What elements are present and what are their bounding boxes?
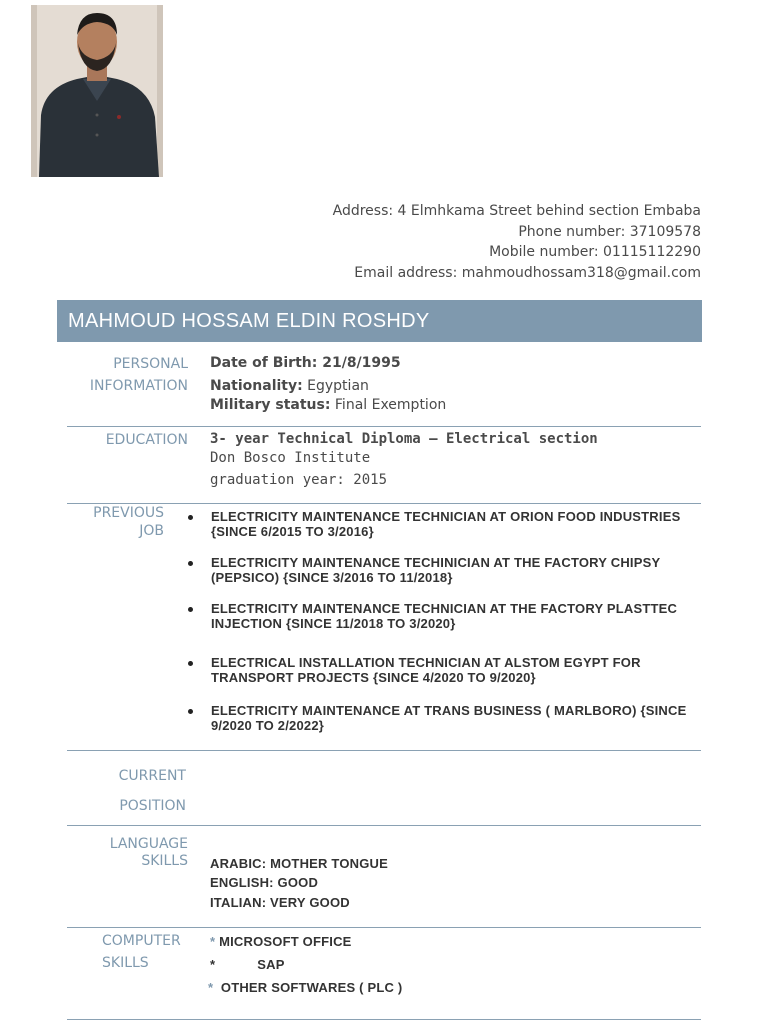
profile-photo [31,5,163,177]
computer-skill-text: MICROSOFT OFFICE [219,934,352,949]
computer-skill-text: OTHER SOFTWARES ( PLC ) [220,980,403,995]
current-position-label-line1: CURRENT [118,768,186,784]
previous-job-label-line1: PREVIOUS [93,505,164,521]
bullet-icon [188,607,193,612]
language-item: ITALIAN: VERY GOOD [210,895,350,910]
phone-line: Phone number: 37109578 [518,223,701,240]
address-line: Address: 4 Elmhkama Street behind section Embaba [332,203,701,219]
military-status [210,397,446,413]
current-position-label [119,761,186,821]
job-text: ELECTRICITY MAINTENANCE TECHNICIAN AT THE FACTORY PLASTTEC INJECTION {SINCE 11/2018 TO 3/2020} [211,601,678,631]
computer-skill-text: SAP [257,957,285,972]
previous-job-label-line2: JOB [139,523,164,539]
language-label-line2: SKILLS [141,853,188,869]
list-item [186,601,701,631]
section-divider [67,426,701,427]
asterisk-icon: * [210,934,216,949]
education-label: EDUCATION [105,432,188,448]
contact-block [333,201,701,283]
computer-skills-label [102,930,190,974]
section-divider [67,825,701,826]
bullet-icon [188,661,193,666]
graduation-year: graduation year: 2015 [210,472,388,488]
nationality [210,378,369,394]
job-text: ELECTRICITY MAINTENANCE TECHINICIAN AT THE FACTORY CHIPSY (PEPSICO) {SINCE 3/2016 TO 11/2018} [211,555,661,585]
military-value: Final Exemption [334,397,447,413]
person-portrait-icon [31,5,163,177]
bullet-icon [188,561,193,566]
current-position-label-line2: POSITION [119,798,186,814]
list-item [186,703,701,733]
personal-label-line1: PERSONAL [113,356,188,372]
education-degree: 3- year Technical Diploma – Electrical section [210,431,598,447]
computer-skill-item [208,980,402,995]
name-header: MAHMOUD HOSSAM ELDIN ROSHDY [57,300,702,342]
asterisk-icon: * [210,957,216,972]
computer-label-line2: SKILLS [102,955,149,971]
language-skills-label [110,836,188,870]
job-text: ELECTRICAL INSTALLATION TECHNICIAN AT ALSTOM EGYPT FOR TRANSPORT PROJECTS {SINCE 4/2020 TO 9/2020} [211,655,641,685]
language-item: ENGLISH: GOOD [210,875,319,890]
nationality-label: Nationality: [210,378,303,394]
education-institute: Don Bosco Institute [210,450,371,466]
list-item [186,655,701,685]
bullet-icon [188,515,193,520]
language-label-line1: LANGUAGE [109,836,188,852]
language-item: ARABIC: MOTHER TONGUE [210,856,389,871]
section-divider [67,1019,701,1020]
mobile-line: Mobile number: 01115112290 [489,244,701,260]
list-item [186,555,701,585]
section-divider [67,750,701,751]
date-of-birth: Date of Birth: 21/8/1995 [210,355,401,371]
previous-job-label [93,504,164,540]
job-text: ELECTRICITY MAINTENANCE AT TRANS BUSINESS ( MARLBORO) {SINCE 9/2020 TO 2/2022} [211,703,687,733]
bullet-icon [188,709,193,714]
computer-label-line1: COMPUTER [102,933,181,949]
asterisk-icon: * [208,980,214,995]
nationality-value: Egyptian [307,378,369,394]
section-divider [67,927,701,928]
computer-skill-item [210,957,285,972]
personal-label-line2: INFORMATION [89,378,188,394]
military-label: Military status: [210,397,331,413]
personal-info-label [90,353,188,397]
computer-skill-item [210,934,352,949]
email-line: Email address: mahmoudhossam318@gmail.com [354,264,701,281]
list-item [186,509,701,539]
job-text: ELECTRICITY MAINTENANCE TECHNICIAN AT ORION FOOD INDUSTRIES {SINCE 6/2015 TO 3/2016} [211,509,681,539]
